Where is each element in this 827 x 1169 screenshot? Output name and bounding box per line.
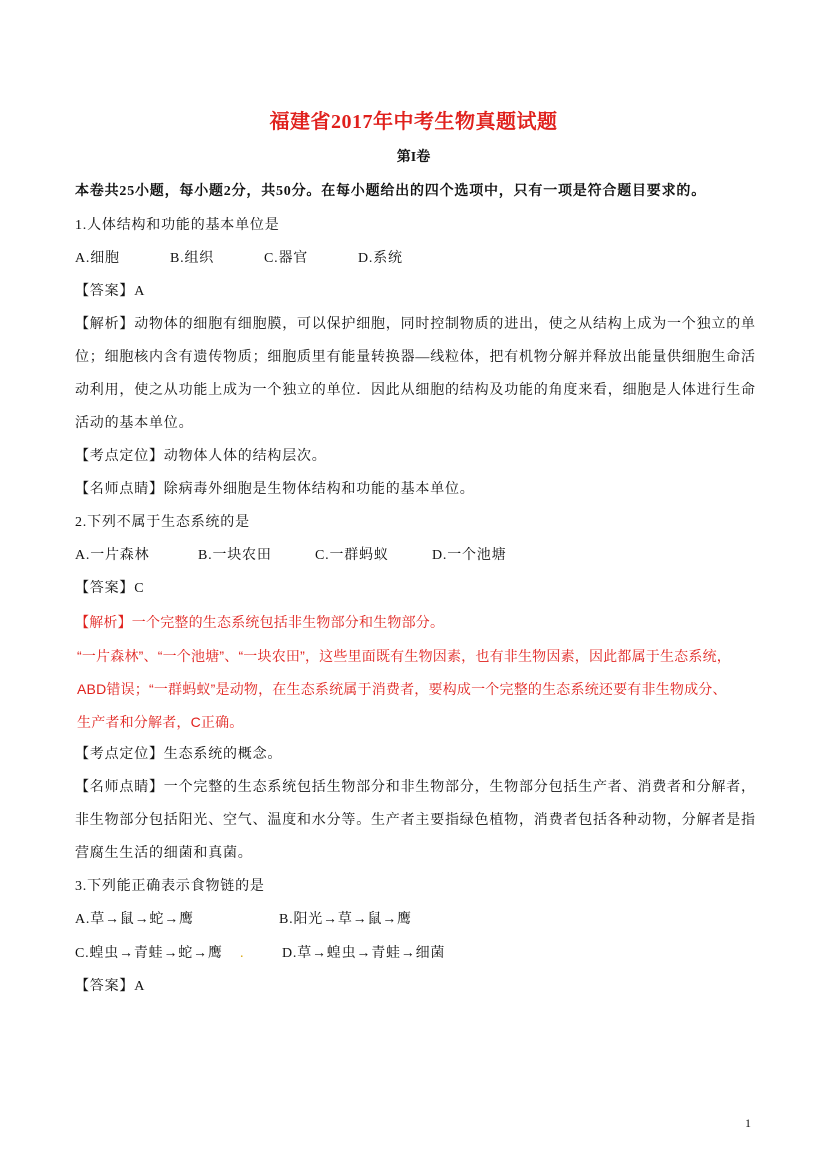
q1-analysis-line: 活动的基本单位。	[75, 416, 194, 431]
q1-option-a: A.细胞	[75, 251, 120, 266]
section-heading: 第I卷	[396, 150, 431, 165]
q2-dianjing-line: 非生物部分包括阳光、空气、温度和水分等。生产者主要指绿色植物，消费者包括各种动物，分解者是指	[75, 813, 756, 828]
q3-option-b: B.阳光→草→鼠→鹰	[279, 912, 412, 927]
q2-option-d: D.一个池塘	[432, 548, 507, 563]
q2-option-c: C.一群蚂蚁	[315, 548, 389, 563]
q3-stem: 3.下列能正确表示食物链的是	[75, 879, 265, 894]
q3-option-d: D.草→蝗虫→青蛙→细菌	[282, 946, 446, 961]
q1-option-d: D.系统	[358, 251, 403, 266]
q2-dianjing-line: 营腐生生活的细菌和真菌。	[75, 846, 253, 861]
q2-analysis-line: “一片森林”、“一个池塘”、“一块农田”，这些里面既有生物因素，也有非生物因素，因此都属于生态系统，	[77, 648, 731, 664]
q1-analysis-line: 动利用，使之从功能上成为一个独立的单位．因此从细胞的结构及功能的角度来看，细胞是人体进行生命	[75, 383, 756, 398]
q1-option-c: C.器官	[264, 251, 309, 266]
q3-option-a: A.草→鼠→蛇→鹰	[75, 912, 194, 927]
q2-analysis-line: 生产者和分解者，C正确。	[77, 714, 244, 730]
q2-option-a: A.一片森林	[75, 548, 150, 563]
page-number: 1	[745, 1116, 751, 1130]
q1-option-b: B.组织	[170, 251, 215, 266]
q2-analysis-line: ABD错误；“一群蚂蚁”是动物，在生态系统属于消费者，要构成一个完整的生态系统还要有非生物成分、	[77, 681, 727, 697]
stray-mark: .	[240, 946, 245, 961]
q3-option-c: C.蝗虫→青蛙→蛇→鹰	[75, 946, 223, 961]
q2-option-b: B.一块农田	[198, 548, 272, 563]
q2-analysis-line: 【解析】一个完整的生态系统包括非生物部分和生物部分。	[75, 614, 445, 630]
q1-analysis-line: 【解析】动物体的细胞有细胞膜，可以保护细胞，同时控制物质的进出，使之从结构上成为一个独立的单	[75, 317, 756, 332]
q3-answer: 【答案】A	[75, 979, 146, 994]
instructions: 本卷共25小题，每小题2分，共50分。在每小题给出的四个选项中，只有一项是符合题目要求的。	[75, 184, 706, 199]
q1-dianjing: 【名师点睛】除病毒外细胞是生物体结构和功能的基本单位。	[75, 482, 475, 497]
q1-analysis-line: 位；细胞核内含有遗传物质；细胞质里有能量转换器—线粒体，把有机物分解并释放出能量供细胞生命活	[75, 350, 756, 365]
q2-dianjing-line: 【名师点睛】一个完整的生态系统包括生物部分和非生物部分，生物部分包括生产者、消费者和分解者，	[75, 780, 756, 795]
q1-answer: 【答案】A	[75, 284, 146, 299]
q2-answer: 【答案】C	[75, 581, 145, 596]
q1-kaodian: 【考点定位】动物体人体的结构层次。	[75, 449, 327, 464]
q1-stem: 1.人体结构和功能的基本单位是	[75, 218, 280, 233]
q2-stem: 2.下列不属于生态系统的是	[75, 515, 250, 530]
q2-kaodian: 【考点定位】生态系统的概念。	[75, 747, 283, 762]
page-title: 福建省2017年中考生物真题试题	[269, 111, 558, 133]
